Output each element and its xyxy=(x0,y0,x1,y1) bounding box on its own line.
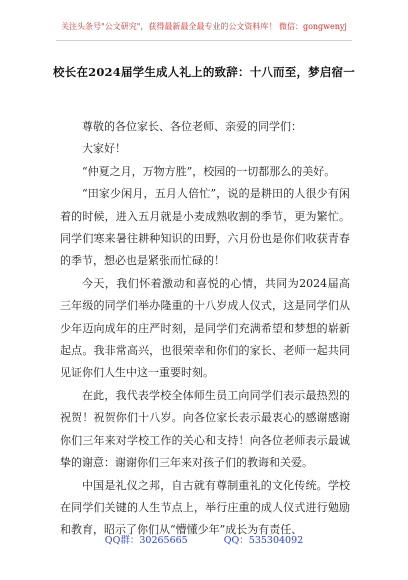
paragraph: 在此，我代表学校全体师生员工向同学们表示最热烈的祝贺！祝贺你们十八岁。向各位家长表示最衷心的感谢感谢你们三年来对学校工作的关心和支持！向各位老师表示最诚挚的谢意：谢谢你们三年来对孩子们的教诲和关爱。 xyxy=(60,388,350,470)
qq-group-number: QQ群：30265665 xyxy=(104,535,188,546)
paragraph: 今天，我们怀着激动和喜悦的心情，共同为2024届高三年级的同学们举办隆重的十八岁成人仪式，这是同学们从少年迈向成年的庄严时刻，是同学们充满希望和梦想的崭新起点。我非常高兴，也很荣幸和你们的家长、老师一起共同见证你们人生中这一重要时刻。 xyxy=(60,276,350,380)
paragraph-greeting: 大家好！ xyxy=(82,142,126,156)
qq-number: QQ：535304092 xyxy=(223,535,304,546)
paragraph: 中国是礼仪之邦，自古就有尊制重礼的文化传统。学校在同学们关键的人生节点上，举行庄重的成人仪式进行勉励和教育，昭示了你们从“懵懂少年”成长为有责任、 xyxy=(60,478,350,537)
paragraph: “田家少闲月，五月人倍忙”，说的是耕田的人很少有闲着的时候，进入五月就是小麦成熟收割的季节，更为繁忙。同学们寒来暑往耕种知识的田野，六月份也是你们收获青春的季节，想必也是紧张而忙碌的！ xyxy=(60,187,350,268)
header-divider xyxy=(56,40,352,41)
document-title: 校长在2024届学生成人礼上的致辞：十八而至，梦启宿一 xyxy=(53,65,355,79)
paragraph-salutation: 尊敬的各位家长、各位老师、亲爱的同学们： xyxy=(82,120,302,133)
speech-body xyxy=(60,116,350,542)
paragraph: “仲夏之月，万物方胜”，校园的一切都那么的美好。 xyxy=(82,164,336,178)
footer-note xyxy=(0,532,408,546)
header-note: 关注头条号"公文研究"，获得最新最全最专业的公文资料库！ 微信：gongwenyj xyxy=(61,22,347,31)
